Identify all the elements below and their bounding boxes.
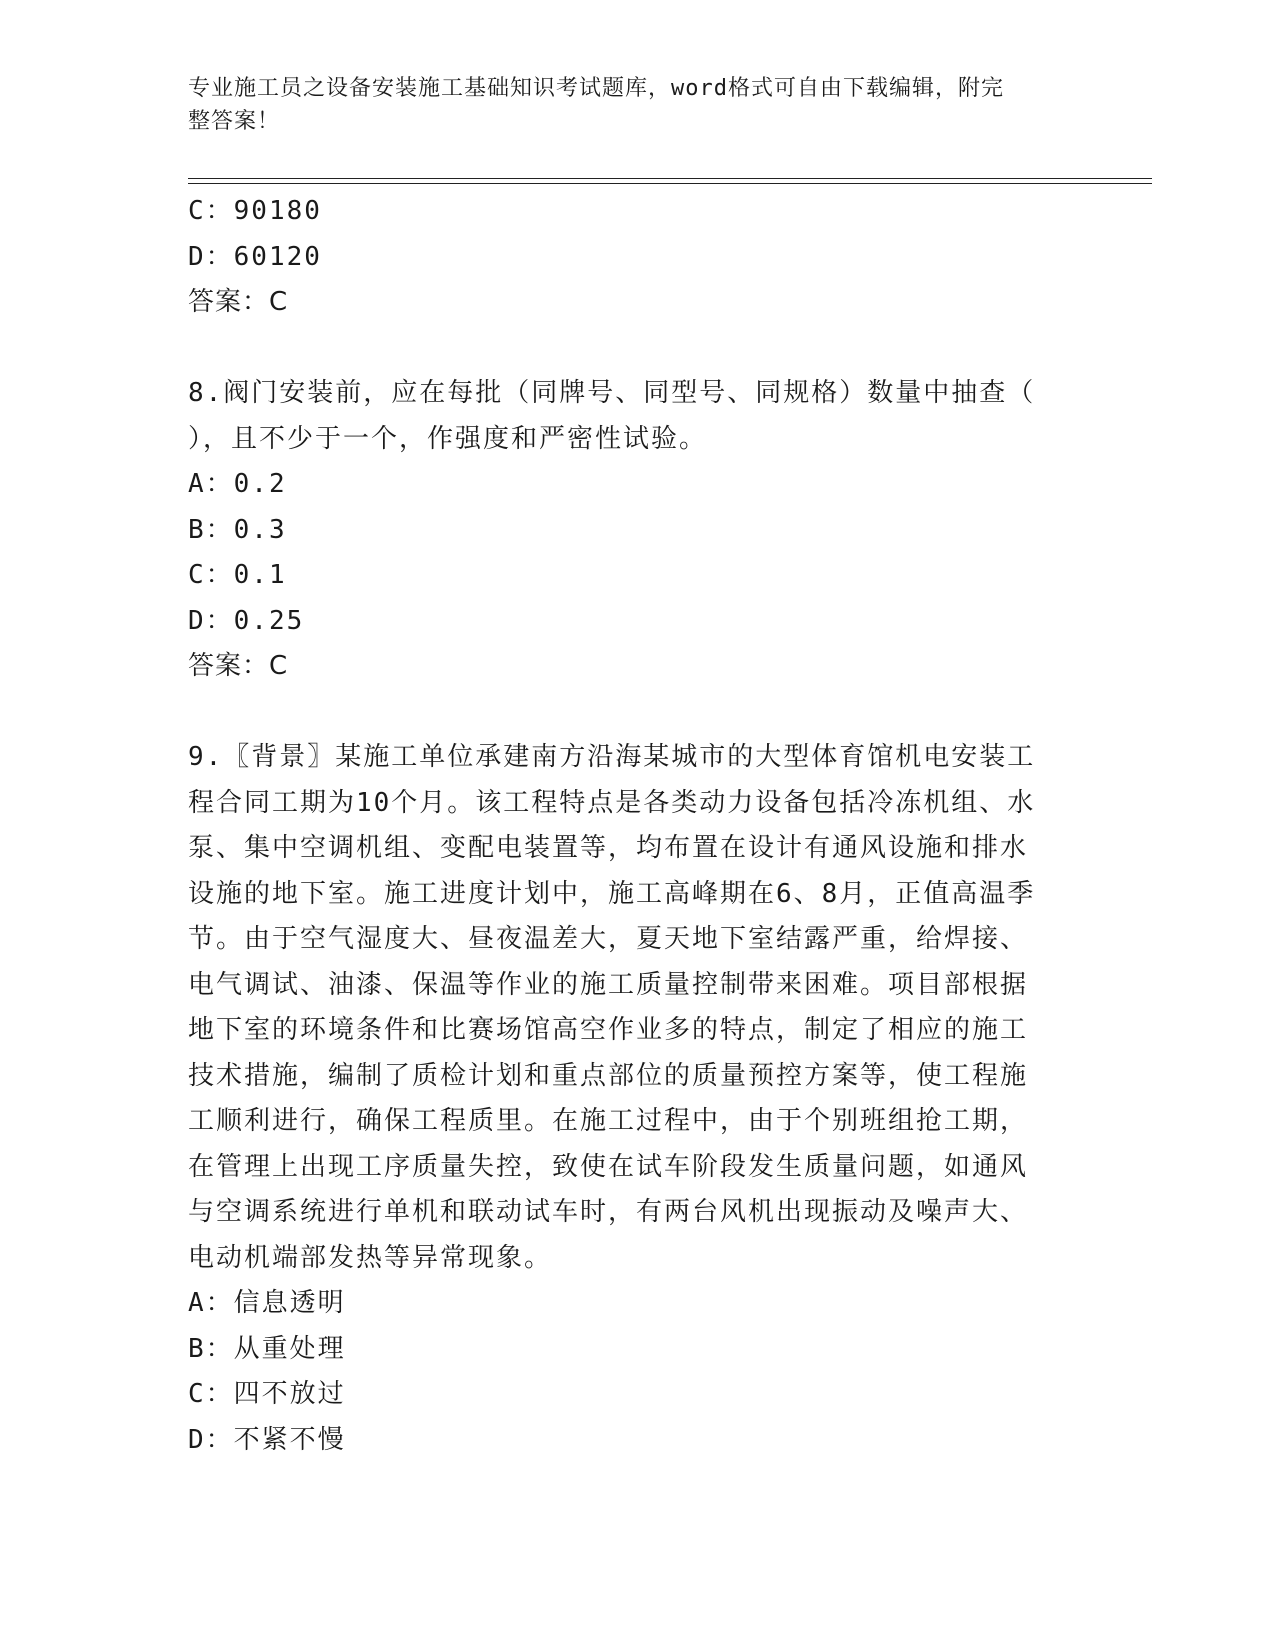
q9-option-c: C：四不放过 xyxy=(188,1379,346,1409)
q9-option-a: A：信息透明 xyxy=(188,1288,346,1318)
header-divider-bottom xyxy=(188,183,1152,184)
q8-option-d: D：0.25 xyxy=(188,605,305,636)
q8-stem-line-2: ），且不少于一个，作强度和严密性试验。 xyxy=(188,423,708,454)
q9-stem-line: 技术措施，编制了质检计划和重点部位的质量预控方案等，使工程施 xyxy=(188,1060,1029,1091)
header-line-2: 整答案！ xyxy=(188,109,281,134)
q8-answer: 答案：C xyxy=(188,651,289,681)
spacer xyxy=(188,326,1088,372)
q9-stem-line: 与空调系统进行单机和联动试车时，有两台风机出现振动及噪声大、 xyxy=(188,1197,1029,1227)
q8-option-a: A：0.2 xyxy=(188,469,287,499)
q9-option-b: B：从重处理 xyxy=(188,1333,346,1364)
q8-stem-line-1: 8.阀门安装前，应在每批（同牌号、同型号、同规格）数量中抽查（ xyxy=(188,378,1036,408)
q9-stem-line: 在管理上出现工序质量失控，致使在试车阶段发生质量问题，如通风 xyxy=(188,1151,1029,1182)
q7-option-c: C：90180 xyxy=(188,196,322,226)
q9-stem-line: 电动机端部发热等异常现象。 xyxy=(188,1242,553,1273)
q9-stem-line: 程合同工期为10个月。该工程特点是各类动力设备包括冷冻机组、水 xyxy=(188,787,1036,818)
q9-stem-line: 工顺利进行，确保工程质里。在施工过程中，由于个别班组抢工期， xyxy=(188,1106,1029,1136)
q7-option-d: D：60120 xyxy=(188,241,322,272)
q8-option-b: B：0.3 xyxy=(188,514,287,545)
q7-answer: 答案：C xyxy=(188,287,289,317)
q9-option-d: D：不紧不慢 xyxy=(188,1424,346,1455)
q9-stem-line: 节。由于空气湿度大、昼夜温差大，夏天地下室结露严重，给焊接、 xyxy=(188,924,1029,954)
q9-stem-line: 设施的地下室。施工进度计划中，施工高峰期在6、8月，正值高温季 xyxy=(188,878,1036,909)
q9-stem-line: 泵、集中空调机组、变配电装置等，均布置在设计有通风设施和排水 xyxy=(188,833,1029,863)
question-content xyxy=(188,189,1088,1463)
header-divider-top xyxy=(188,178,1152,179)
header-line-1: 专业施工员之设备安装施工基础知识考试题库，word格式可自由下载编辑，附完 xyxy=(188,76,1004,101)
q9-stem-line: 地下室的环境条件和比赛场馆高空作业多的特点，制定了相应的施工 xyxy=(188,1015,1029,1045)
q8-option-c: C：0.1 xyxy=(188,560,287,590)
spacer xyxy=(188,690,1088,736)
q9-stem xyxy=(188,735,1088,1281)
q9-stem-line: 电气调试、油漆、保温等作业的施工质量控制带来困难。项目部根据 xyxy=(188,969,1029,1000)
page-header xyxy=(188,72,1088,138)
q9-stem-line: 9.〖背景〗某施工单位承建南方沿海某城市的大型体育馆机电安装工 xyxy=(188,742,1036,772)
